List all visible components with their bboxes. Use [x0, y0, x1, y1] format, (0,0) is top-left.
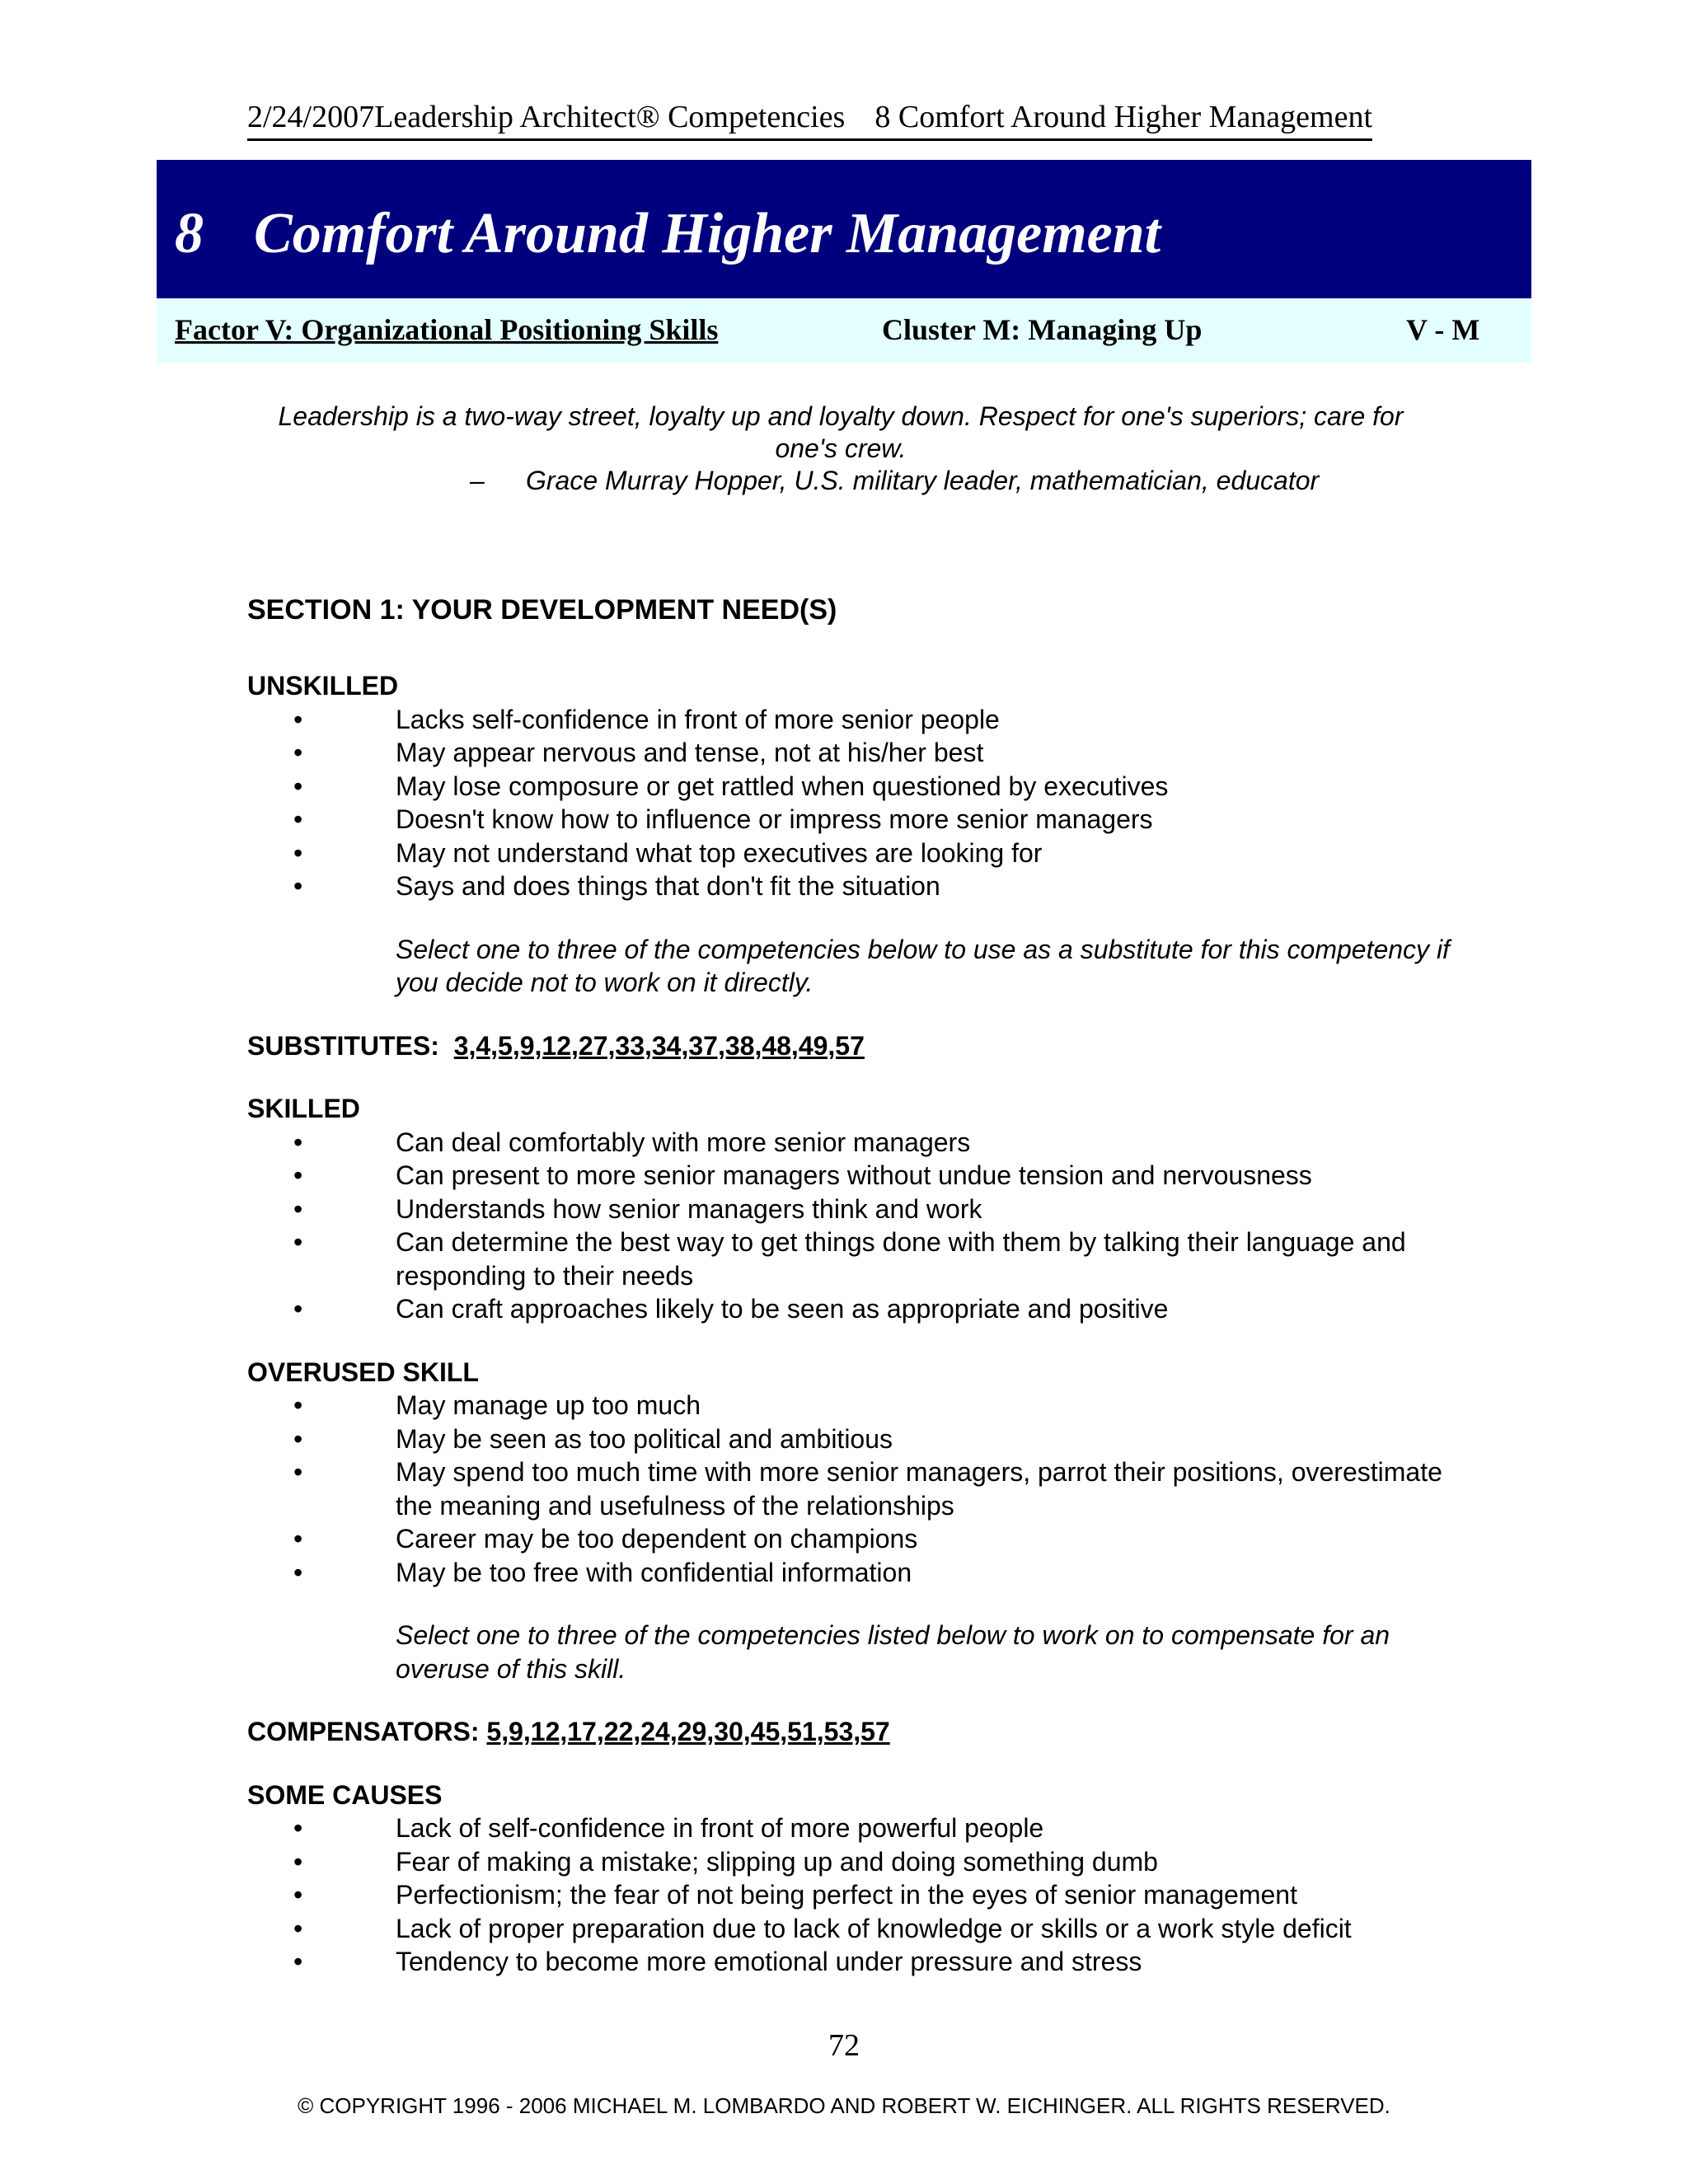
list-item: • Can present to more senior managers without undue tension and nervousness — [247, 1159, 1451, 1193]
bullet-icon: • — [293, 1880, 303, 1910]
bullet-icon: • — [293, 1947, 303, 1976]
title-bar — [157, 160, 1531, 298]
list-item: • Fear of making a mistake; slipping up and doing something dumb — [247, 1845, 1451, 1879]
substitutes-codes: 3,4,5,9,12,27,33,34,37,38,48,49,57 — [453, 1030, 865, 1061]
factor-label: Factor V: Organizational Positioning Skills — [175, 313, 719, 346]
compensators-row — [247, 1715, 1451, 1749]
page-number: 72 — [828, 2028, 860, 2063]
bullet-icon: • — [293, 704, 303, 734]
compensators-instruction: Select one to three of the competencies listed below to work on to compensate for an overuse of this skill. — [396, 1620, 1390, 1684]
list-item: • Lack of self-confidence in front of more powerful people — [247, 1811, 1451, 1845]
substitutes-instruction: Select one to three of the competencies below to use as a substitute for this competency if you decide not to work on it directly. — [396, 934, 1450, 997]
list-item: • Doesn't know how to influence or impress more senior managers — [247, 803, 1451, 837]
list-item: • Understands how senior managers think and work — [247, 1193, 1451, 1226]
unskilled-list — [247, 703, 1451, 903]
running-header — [247, 96, 1372, 141]
list-item: • May be too free with confidential information — [247, 1556, 1451, 1590]
bullet-icon: • — [293, 771, 303, 801]
cluster-label: Cluster M: Managing Up — [882, 313, 1203, 346]
bullet-icon: • — [293, 1557, 303, 1587]
bullet-icon: • — [293, 1160, 303, 1190]
list-item: • May be seen as too political and ambitious — [247, 1422, 1451, 1456]
compensators-label: COMPENSATORS: — [247, 1717, 480, 1746]
competency-title: Comfort Around Higher Management — [254, 202, 1161, 265]
list-item: • May manage up too much — [247, 1389, 1451, 1422]
header-publication: Leadership Architect® Competencies — [374, 100, 846, 134]
substitutes-row — [247, 1029, 1451, 1063]
unskilled-heading: UNSKILLED — [247, 671, 399, 701]
list-item: • May not understand what top executives are looking for — [247, 837, 1451, 870]
bullet-icon: • — [293, 837, 303, 868]
bullet-icon: • — [293, 1846, 303, 1877]
header-chapter: 8 Comfort Around Higher Management — [874, 100, 1373, 134]
bullet-icon: • — [293, 1813, 303, 1843]
copyright-notice: © COPYRIGHT 1996 - 2006 MICHAEL M. LOMBARDO AND ROBERT W. EICHINGER. ALL RIGHTS RESERVED. — [298, 2093, 1390, 2118]
bullet-icon: • — [293, 1227, 303, 1257]
substitutes-label: SUBSTITUTES: — [247, 1030, 439, 1061]
competency-number: 8 — [175, 202, 204, 265]
list-item: • Perfectionism; the fear of not being perfect in the eyes of senior management — [247, 1878, 1451, 1912]
list-item: • Says and does things that don't fit the situation — [247, 869, 1451, 903]
list-item: • Career may be too dependent on champions — [247, 1522, 1451, 1556]
list-item: • Tendency to become more emotional under pressure and stress — [247, 1945, 1451, 1979]
compensators-codes: 5,9,12,17,22,24,29,30,45,51,53,57 — [486, 1717, 890, 1746]
list-item: • Can deal comfortably with more senior managers — [247, 1126, 1451, 1160]
overused-heading: OVERUSED SKILL — [247, 1357, 479, 1387]
skilled-list — [247, 1126, 1451, 1326]
bullet-icon: • — [293, 804, 303, 834]
skilled-heading: SKILLED — [247, 1094, 360, 1123]
quote-text: Leadership is a two-way street, loyalty up and loyalty down. Respect for one's superiors; care for one's crew. — [278, 401, 1404, 463]
factor-bar — [157, 298, 1531, 363]
header-date: 2/24/2007 — [247, 100, 375, 134]
section-title: SECTION 1: YOUR DEVELOPMENT NEED(S) — [247, 594, 837, 626]
factor-cluster-code: V - M — [1406, 313, 1480, 346]
development-needs-section — [247, 592, 1451, 1979]
causes-heading: SOME CAUSES — [247, 1779, 443, 1810]
list-item: • Lacks self-confidence in front of more senior people — [247, 703, 1451, 737]
bullet-icon: • — [293, 1423, 303, 1454]
list-item: • May lose composure or get rattled when questioned by executives — [247, 770, 1451, 804]
bullet-icon: • — [293, 1390, 303, 1420]
bullet-icon: • — [293, 738, 303, 767]
list-item: • May appear nervous and tense, not at his/her best — [247, 736, 1451, 770]
bullet-icon: • — [293, 1913, 303, 1943]
quote-author: Grace Murray Hopper, U.S. military leader, mathematician, educator — [526, 466, 1320, 495]
causes-list — [247, 1811, 1451, 1979]
bullet-icon: • — [293, 871, 303, 901]
overused-list — [247, 1389, 1451, 1589]
bullet-icon: • — [293, 1294, 303, 1324]
list-item: • Can determine the best way to get things done with them by talking their language and responding to their needs — [293, 1227, 1406, 1291]
quote-attribution — [470, 465, 1319, 497]
bullet-icon: • — [293, 1193, 303, 1224]
quote-dash: – — [470, 466, 485, 495]
bullet-icon: • — [293, 1457, 303, 1487]
list-item: • Lack of proper preparation due to lack of knowledge or skills or a work style deficit — [247, 1912, 1451, 1946]
list-item: • May spend too much time with more senior managers, parrot their positions, overestimate the meaning and usefulness of the relationships — [293, 1457, 1442, 1521]
bullet-icon: • — [293, 1524, 303, 1554]
bullet-icon: • — [293, 1127, 303, 1157]
list-item: • Can craft approaches likely to be seen as appropriate and positive — [247, 1292, 1451, 1326]
